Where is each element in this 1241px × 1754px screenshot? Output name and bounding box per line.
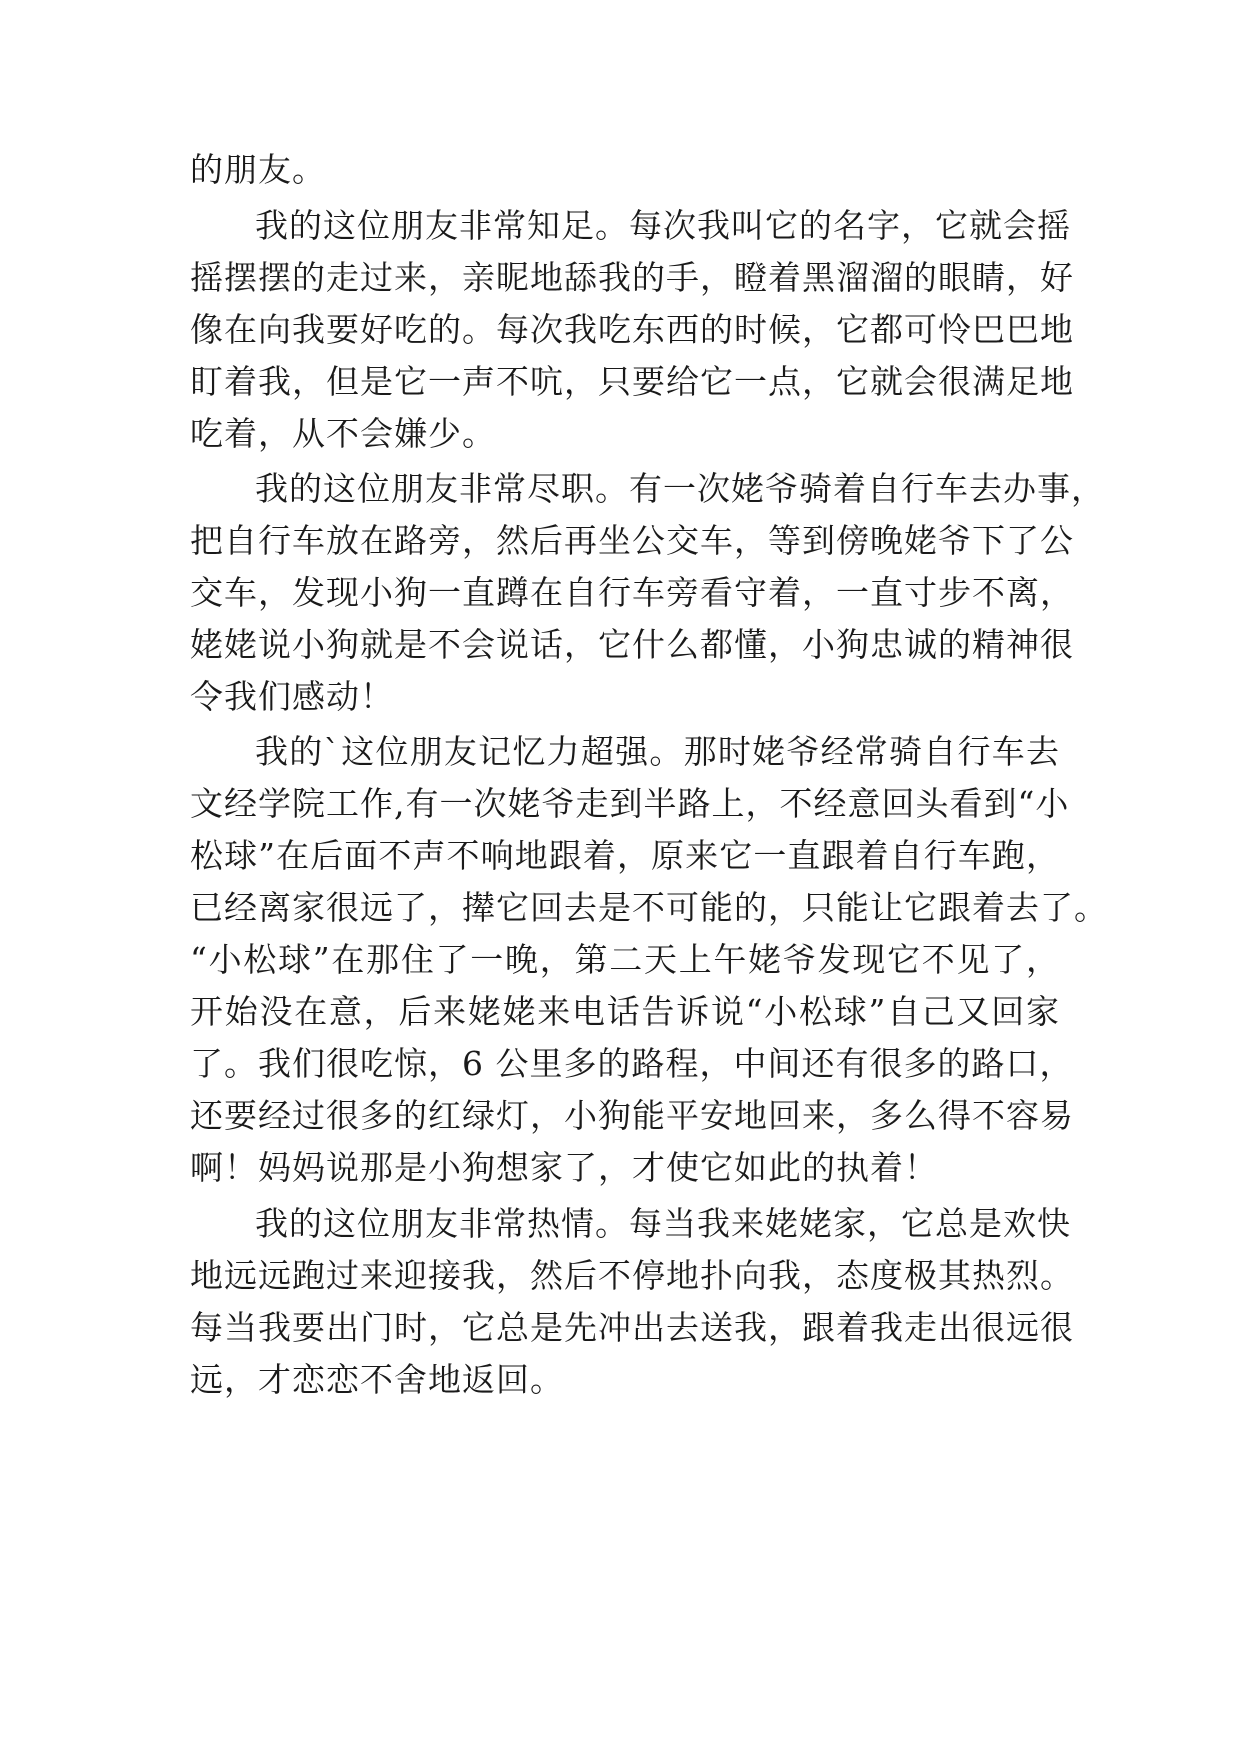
- text-line: 已经离家很远了，撵它回去是不可能的，只能让它跟着去了。: [190, 888, 1108, 927]
- text-line: 吃着，从不会嫌少。: [190, 414, 496, 453]
- text-line: “小松球”在那住了一晚，第二天上午姥爷发现它不见了，: [190, 940, 1060, 979]
- text-line: 把自行车放在路旁，然后再坐公交车，等到傍晚姥爷下了公: [190, 521, 1074, 560]
- text-line: 远，才恋恋不舍地返回。: [190, 1360, 564, 1399]
- text-line: 像在向我要好吃的。每次我吃东西的时候，它都可怜巴巴地: [190, 310, 1074, 349]
- text-line: 地远远跑过来迎接我，然后不停地扑向我，态度极其热烈。: [190, 1256, 1074, 1295]
- text-line: 令我们感动！: [190, 677, 394, 716]
- paragraph-start-line: 我的这位朋友非常知足。每次我叫它的名字，它就会摇: [255, 206, 1071, 245]
- text-line: 了。我们很吃惊，6 公里多的路程，中间还有很多的路口，: [190, 1044, 1074, 1083]
- text-line: 文经学院工作,有一次姥爷走到半路上，不经意回头看到“小: [190, 784, 1070, 823]
- text-line: 啊！妈妈说那是小狗想家了，才使它如此的执着！: [190, 1148, 938, 1187]
- text-line: 的朋友。: [190, 150, 326, 189]
- paragraph-start-line: 我的这位朋友非常尽职。有一次姥爷骑着自行车去办事，: [255, 469, 1105, 508]
- paragraph-start-line: 我的`这位朋友记忆力超强。那时姥爷经常骑自行车去: [255, 732, 1060, 771]
- text-line: 开始没在意，后来姥姥来电话告诉说“小松球”自己又回家: [190, 992, 1060, 1031]
- text-line: 盯着我，但是它一声不吭，只要给它一点，它就会很满足地: [190, 362, 1074, 401]
- text-line: 还要经过很多的红绿灯，小狗能平安地回来，多么得不容易: [190, 1096, 1074, 1135]
- text-line: 松球”在后面不声不响地跟着，原来它一直跟着自行车跑，: [190, 836, 1060, 875]
- text-line: 姥姥说小狗就是不会说话，它什么都懂，小狗忠诚的精神很: [190, 625, 1074, 664]
- paragraph-start-line: 我的这位朋友非常热情。每当我来姥姥家，它总是欢快: [255, 1204, 1071, 1243]
- text-line: 每当我要出门时，它总是先冲出去送我，跟着我走出很远很: [190, 1308, 1074, 1347]
- text-line: 交车，发现小狗一直蹲在自行车旁看守着，一直寸步不离，: [190, 573, 1074, 612]
- text-line: 摇摆摆的走过来，亲昵地舔我的手，瞪着黑溜溜的眼睛，好: [190, 258, 1074, 297]
